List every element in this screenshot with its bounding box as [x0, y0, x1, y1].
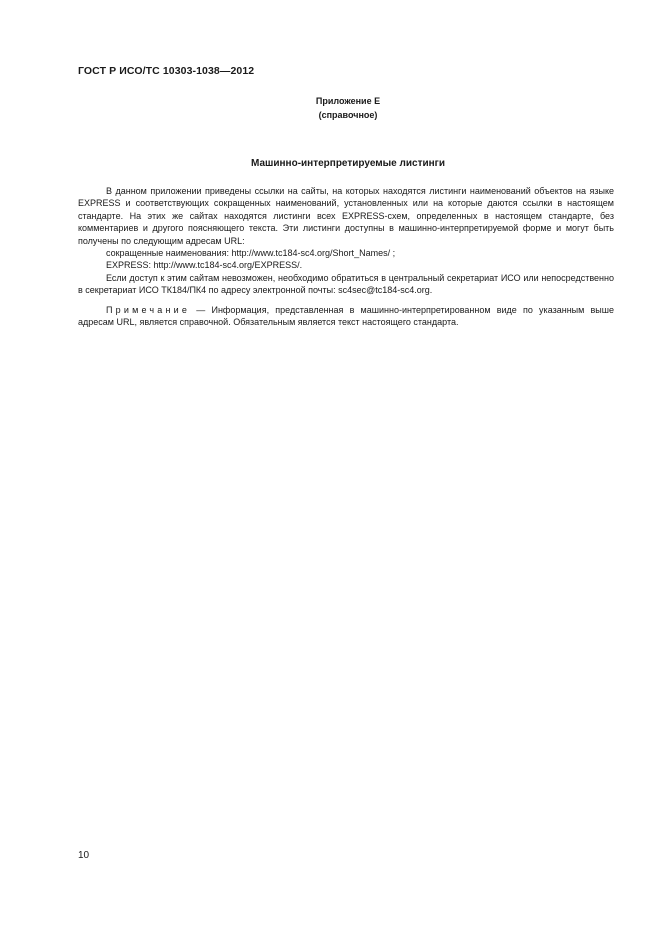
intro-paragraph: В данном приложении приведены ссылки на сайты, на которых находятся листинги наименований объектов на языке EXPRESS и соответствующих сокращенных наименований, установленных или на которые даются ссылки в настоящем стандарте. На этих же сайтах находятся листинги всех EXPRESS-схем, определенных в настоящем стандарте, без комментариев и другого поясняющего текста. Эти листинги доступны в машинно-интерпретируемой форме и могут быть получены по следующим адресам URL:	[78, 186, 614, 246]
contact-paragraph: Если доступ к этим сайтам невозможен, необходимо обратиться в центральный секретариат ИСО или непосредственно в секретариат ИСО ТК184/ПК4 по адресу электронной почты: sc4sec@tc184-sc4.org.	[78, 272, 614, 296]
appendix-title: Приложение Е	[315, 96, 381, 106]
document-standard-code: ГОСТ Р ИСО/ТС 10303-1038—2012	[78, 65, 255, 77]
section-title: Машинно-интерпретируемые листинги	[251, 158, 445, 169]
note-text: — Информация, представленная в машинно-интерпретированном виде по указанным выше адресам URL, является справочной. Обязательным является текст настоящего стандарта.	[78, 304, 614, 328]
appendix-subtitle: (справочное)	[318, 110, 378, 120]
appendix-heading	[0, 94, 661, 122]
note-label: Примечание	[106, 304, 191, 315]
express-url-line: EXPRESS: http://www.tc184-sc4.org/EXPRESS/.	[106, 260, 303, 271]
body-text	[78, 185, 614, 328]
page-number: 10	[78, 850, 90, 861]
short-names-url-line: сокращенные наименования: http://www.tc184-sc4.org/Short_Names/ ;	[106, 248, 396, 259]
note-paragraph	[78, 304, 614, 329]
